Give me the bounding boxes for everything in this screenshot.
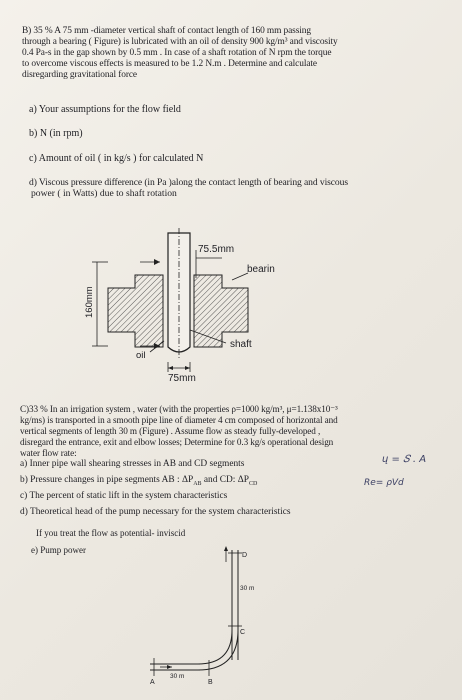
problem-b-item-a: a) Your assumptions for the flow field (29, 104, 181, 115)
pipe-label-c: C (240, 629, 246, 636)
problem-b-item-b: b) N (in rpm) (29, 128, 83, 139)
problem-b-item-d-cont: power ( in Watts) due to shaft rotation (31, 188, 177, 199)
problem-b-line-1: B) 35 % A 75 mm -diameter vertical shaft of contact length of 160 mm passing (22, 26, 311, 36)
problem-c-item-b: b) Pressure changes in pipe segments AB : $\Delta P_{AB}$ and CD: $\Delta P_{CD}$ (20, 475, 258, 487)
pipe-label-vertical: 30 m (240, 585, 255, 592)
pipe-label-horizontal: 30 m (170, 673, 185, 680)
handwritten-note-2: Re= ρVd (364, 478, 404, 488)
problem-c-item-c: c) The percent of static lift in the system characteristics (20, 491, 228, 501)
problem-c-item-d: d) Theoretical head of the pump necessary for the system characteristics (20, 507, 291, 517)
oil-label: oil (136, 350, 146, 361)
problem-c-line-1: C)33 % In an irrigation system , water (with the properties ρ=1000 kg/m³, μ=1.138x10⁻³ (20, 404, 338, 414)
problem-c-line-3: vertical segments of length 30 m (Figure) . Assume flow as steady fully-developed , (20, 426, 321, 436)
problem-c-potential-note: If you treat the flow as potential- inviscid (36, 528, 186, 538)
bearing-label: bearin (247, 264, 275, 275)
problem-c-line-2: kg/ms) is transported in a smooth pipe line of diameter 4 cm composed of horizontal and (20, 415, 338, 425)
problem-c-item-a: a) Inner pipe wall shearing stresses in AB and CD segments (20, 459, 245, 469)
problem-c-line-4: disregard the entrance, exit and elbow losses; Determine for 0.3 kg/s operational design (20, 437, 334, 447)
handwritten-note-1: ų = 𝑆 . A (382, 454, 427, 465)
pipe-label-b: B (208, 679, 213, 686)
problem-b-line-5: disregarding gravitational force (22, 70, 137, 80)
dim-diameter-label: 75mm (168, 373, 196, 384)
problem-b-item-d: d) Viscous pressure difference (in Pa )along the contact length of bearing and viscous (29, 177, 348, 188)
problem-b-item-c: c) Amount of oil ( in kg/s ) for calculated N (29, 153, 204, 164)
pipe-label-d: D (242, 552, 248, 559)
problem-c-item-e: e) Pump power (31, 545, 86, 555)
problem-c-line-5: water flow rate: (20, 448, 77, 458)
dim-gap-label: 75.5mm (198, 244, 235, 255)
problem-b-line-3: 0.4 Pa-s in the gap shown by 0.5 mm . In case of a shaft rotation of N rpm the torque (22, 48, 332, 58)
length-label: 160mm (84, 286, 95, 318)
problem-b-line-2: through a bearing ( Figure) is lubricated with an oil of density 900 kg/m³ and viscosity (22, 37, 338, 47)
shaft-label: shaft (230, 339, 252, 350)
pipe-label-a: A (150, 679, 155, 686)
problem-b-line-4: to overcome viscous effects is measured to be 1.2 N.m . Determine and calculate (22, 59, 317, 69)
